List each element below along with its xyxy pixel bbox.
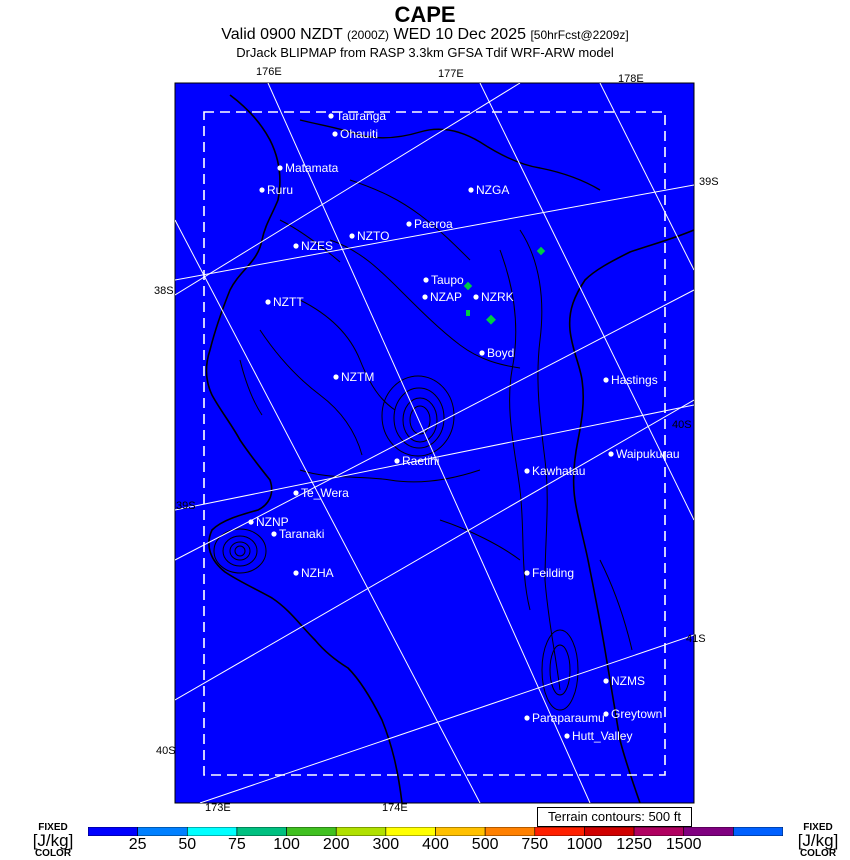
valid-main: Valid 0900 NZDT bbox=[221, 26, 343, 43]
place-marker bbox=[394, 458, 399, 463]
scale-tick-label: 750 bbox=[521, 836, 549, 853]
lat-label-39s-west: 39S bbox=[176, 500, 196, 512]
place-paeroa bbox=[406, 217, 453, 231]
lat-label-41s-east: 41S bbox=[686, 633, 706, 645]
scale-swatch bbox=[684, 827, 734, 836]
place-label: Kawhatau bbox=[532, 464, 586, 478]
scale-tick-label: 50 bbox=[178, 836, 197, 853]
scale-tick-label: 400 bbox=[422, 836, 449, 853]
chart-title: CAPE bbox=[394, 2, 456, 27]
place-tauranga bbox=[328, 109, 386, 123]
scale-swatch bbox=[237, 827, 287, 836]
place-kawhatau bbox=[524, 464, 585, 478]
place-marker bbox=[259, 187, 264, 192]
fixed-label-right: FIXED bbox=[803, 822, 833, 833]
scale-tick-label: 1500 bbox=[665, 836, 702, 853]
scale-swatch bbox=[287, 827, 337, 836]
lat-label-40s-east: 40S bbox=[672, 419, 692, 431]
place-marker bbox=[608, 451, 613, 456]
scale-tick-label: 100 bbox=[273, 836, 300, 853]
place-marker bbox=[423, 277, 428, 282]
scale-label-right bbox=[793, 822, 843, 859]
forecast-run: [50hrFcst@2209z] bbox=[530, 28, 629, 42]
place-label: Taranaki bbox=[279, 527, 325, 541]
place-marker bbox=[349, 233, 354, 238]
lat-label-38s-west: 38S bbox=[154, 285, 174, 297]
terrain-contour-note: Terrain contours: 500 ft bbox=[537, 807, 692, 827]
scale-swatch bbox=[634, 827, 684, 836]
place-greytown bbox=[603, 707, 662, 721]
scale-tick-label: 75 bbox=[228, 836, 246, 853]
valid-date: WED 10 Dec 2025 bbox=[393, 26, 526, 43]
place-label: NZTO bbox=[357, 229, 390, 243]
place-marker bbox=[332, 131, 337, 136]
place-label: Ruru bbox=[267, 183, 294, 197]
place-label: NZRK bbox=[481, 290, 514, 304]
place-label: Taupo bbox=[431, 273, 464, 287]
place-marker bbox=[328, 113, 333, 118]
model-description: DrJack BLIPMAP from RASP 3.3km GFSA Tdif WRF-ARW model bbox=[236, 45, 614, 60]
scale-swatch bbox=[436, 827, 486, 836]
place-label: Matamata bbox=[285, 161, 339, 175]
place-marker bbox=[293, 490, 298, 495]
place-label: NZNP bbox=[256, 515, 289, 529]
place-label: Hutt_Valley bbox=[572, 729, 633, 743]
color-label-left: COLOR bbox=[34, 848, 72, 859]
scale-swatch bbox=[485, 827, 535, 836]
place-marker bbox=[265, 299, 270, 304]
place-label: Hastings bbox=[611, 373, 658, 387]
place-label: Waipukurau bbox=[616, 447, 680, 461]
lat-label-39s-east: 39S bbox=[699, 176, 719, 188]
cape-field bbox=[175, 83, 694, 803]
lon-label-177e: 177E bbox=[438, 68, 464, 80]
place-label: Tauranga bbox=[336, 109, 387, 123]
place-hastings bbox=[603, 373, 657, 387]
place-label: Paeroa bbox=[414, 217, 453, 231]
place-label: NZTM bbox=[341, 370, 375, 384]
scale-swatch bbox=[386, 827, 436, 836]
place-label: NZES bbox=[301, 239, 334, 253]
scale-swatch bbox=[138, 827, 188, 836]
scale-swatch bbox=[187, 827, 237, 836]
fixed-label-left: FIXED bbox=[38, 822, 68, 833]
place-ohauiti bbox=[332, 127, 378, 141]
lon-label-178e: 178E bbox=[618, 73, 644, 85]
place-label: NZHA bbox=[301, 566, 334, 580]
place-marker bbox=[271, 531, 276, 536]
place-feilding bbox=[524, 566, 574, 580]
place-hutt_valley bbox=[564, 729, 632, 743]
valid-zulu: (2000Z) bbox=[347, 28, 390, 42]
place-raetihi bbox=[394, 454, 439, 468]
scale-swatch bbox=[535, 827, 585, 836]
place-marker bbox=[406, 221, 411, 226]
scale-swatch bbox=[88, 827, 138, 836]
scale-swatch bbox=[733, 827, 783, 836]
place-label: Raetihi bbox=[402, 454, 440, 468]
place-taranaki bbox=[271, 527, 324, 541]
place-marker bbox=[524, 715, 529, 720]
scale-swatch bbox=[336, 827, 386, 836]
place-label: Te_Wera bbox=[301, 486, 349, 500]
place-marker bbox=[293, 243, 298, 248]
place-label: NZAP bbox=[430, 290, 463, 304]
scale-label-left bbox=[28, 822, 78, 859]
place-marker bbox=[564, 733, 569, 738]
place-marker bbox=[479, 350, 484, 355]
place-marker bbox=[277, 165, 282, 170]
place-marker bbox=[473, 294, 478, 299]
scale-tick-label: 500 bbox=[471, 836, 499, 853]
place-label: Ohauiti bbox=[340, 127, 379, 141]
place-marker bbox=[293, 570, 298, 575]
place-label: Greytown bbox=[611, 707, 663, 721]
scale-swatch bbox=[584, 827, 634, 836]
place-marker bbox=[468, 187, 473, 192]
place-label: NZGA bbox=[476, 183, 510, 197]
place-marker bbox=[422, 294, 427, 299]
place-marker bbox=[603, 377, 608, 382]
place-label: Boyd bbox=[487, 346, 515, 360]
place-marker bbox=[603, 678, 608, 683]
place-matamata bbox=[277, 161, 338, 175]
lon-label-176e: 176E bbox=[256, 66, 282, 78]
place-label: Feilding bbox=[532, 566, 575, 580]
place-marker bbox=[524, 468, 529, 473]
lat-label-40s-west: 40S bbox=[156, 745, 176, 757]
lon-label-173e: 173E bbox=[205, 802, 231, 814]
place-waipukurau bbox=[608, 447, 679, 461]
unit-label-right: [J/kg] bbox=[797, 831, 839, 850]
place-marker bbox=[248, 519, 253, 524]
scale-tick-label: 200 bbox=[322, 836, 350, 853]
place-te_wera bbox=[293, 486, 349, 500]
scale-tick-label: 25 bbox=[128, 836, 147, 853]
scale-tick-label: 1000 bbox=[566, 836, 603, 853]
place-label: NZMS bbox=[611, 674, 645, 688]
lon-label-174e: 174E bbox=[382, 802, 408, 814]
unit-label-left: [J/kg] bbox=[32, 831, 74, 850]
scale-tick-label: 1250 bbox=[616, 836, 652, 853]
color-scale-bar bbox=[88, 827, 783, 836]
place-marker bbox=[333, 374, 338, 379]
scale-tick-label: 300 bbox=[372, 836, 400, 853]
place-marker bbox=[524, 570, 529, 575]
color-label-right: COLOR bbox=[799, 848, 837, 859]
place-paraparaumu bbox=[524, 711, 604, 725]
place-label: Paraparaumu bbox=[532, 711, 605, 725]
place-label: NZTT bbox=[273, 295, 304, 309]
